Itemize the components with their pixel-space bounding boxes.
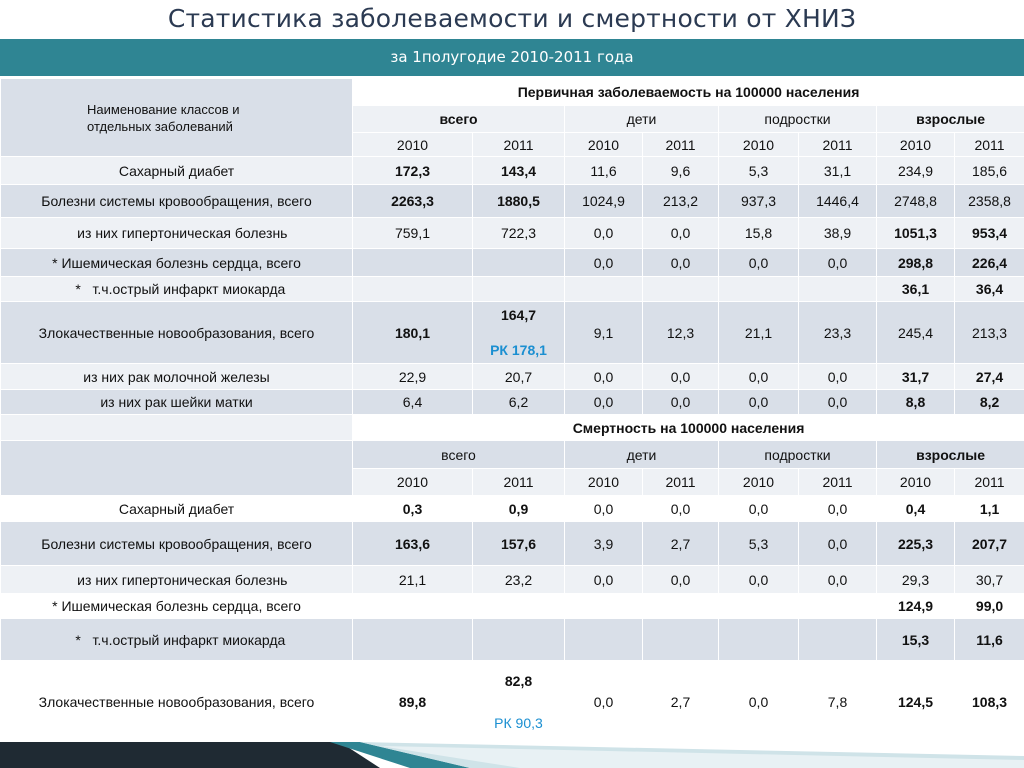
group-header-adults: взрослые [877, 106, 1024, 133]
value-cell: 759,1 [353, 218, 473, 249]
value-cell: 15,3 [877, 619, 955, 661]
value-cell: 9,1 [565, 302, 643, 364]
value-cell [473, 277, 565, 302]
value-cell: 0,0 [799, 566, 877, 594]
year-header: 2010 [877, 469, 955, 496]
value-cell: 124,9 [877, 594, 955, 619]
value-cell [473, 594, 565, 619]
value-cell-with-note [473, 302, 565, 364]
year-header: 2010 [565, 469, 643, 496]
value-cell: 7,8 [799, 661, 877, 743]
value-cell: 21,1 [719, 302, 799, 364]
spacer-cell [1, 441, 353, 496]
year-header: 2010 [877, 133, 955, 157]
year-header: 2010 [719, 133, 799, 157]
value-cell: 36,1 [877, 277, 955, 302]
value-cell: 2263,3 [353, 185, 473, 218]
value-cell: 0,0 [643, 496, 719, 522]
value-cell: 213,3 [955, 302, 1024, 364]
value-cell: 5,3 [719, 157, 799, 185]
year-header: 2011 [955, 469, 1024, 496]
value-cell [565, 594, 643, 619]
year-header: 2010 [353, 133, 473, 157]
group-header-children: дети [565, 106, 719, 133]
value-cell: 0,0 [719, 249, 799, 277]
decorative-footer-swoosh [0, 738, 1024, 768]
value-cell: 99,0 [955, 594, 1024, 619]
page-title: Статистика заболеваемости и смертности от ХНИЗ [167, 4, 857, 33]
value-cell [719, 594, 799, 619]
value-cell: 1,1 [955, 496, 1024, 522]
value-cell: 31,7 [877, 364, 955, 390]
value-cell: 27,4 [955, 364, 1024, 390]
year-header: 2011 [955, 133, 1024, 157]
value-cell: 0,0 [565, 661, 643, 743]
value-cell: 0,0 [719, 566, 799, 594]
value-cell: 0,0 [799, 390, 877, 415]
value-cell: 5,3 [719, 522, 799, 566]
value-cell: 207,7 [955, 522, 1024, 566]
mortality-section-title: Смертность на 100000 населения [353, 415, 1024, 441]
value-cell: 1051,3 [877, 218, 955, 249]
value-cell: 0,0 [643, 390, 719, 415]
row-label: Болезни системы кровообращения, всего [1, 185, 353, 218]
value-cell: 0,0 [565, 566, 643, 594]
row-label: * т.ч.острый инфаркт миокарда [1, 277, 353, 302]
row-label: * Ишемическая болезнь сердца, всего [1, 249, 353, 277]
group-header-teens: подростки [719, 106, 877, 133]
year-header: 2010 [565, 133, 643, 157]
year-header: 2011 [473, 469, 565, 496]
value-cell: 22,9 [353, 364, 473, 390]
value-cell: 0,0 [719, 390, 799, 415]
value-cell: 0,0 [565, 249, 643, 277]
value-cell [643, 594, 719, 619]
group-header-teens: подростки [719, 441, 877, 469]
value-cell: 29,3 [877, 566, 955, 594]
value-cell: 722,3 [473, 218, 565, 249]
value-cell: 2,7 [643, 522, 719, 566]
value-cell: 2358,8 [955, 185, 1024, 218]
value-cell: 0,0 [643, 364, 719, 390]
value-cell: 31,1 [799, 157, 877, 185]
value-cell: 0,0 [565, 364, 643, 390]
value-cell: 953,4 [955, 218, 1024, 249]
value-cell: 226,4 [955, 249, 1024, 277]
year-header: 2011 [643, 133, 719, 157]
value-cell: 23,3 [799, 302, 877, 364]
value-cell: 0,0 [719, 661, 799, 743]
group-header-children: дети [565, 441, 719, 469]
value-cell: 89,8 [353, 661, 473, 743]
value-cell: 937,3 [719, 185, 799, 218]
value-cell [719, 277, 799, 302]
row-label: из них гипертоническая болезнь [1, 218, 353, 249]
group-header-total: всего [353, 106, 565, 133]
value-cell: 213,2 [643, 185, 719, 218]
value-cell: 0,0 [799, 364, 877, 390]
value-cell: 0,0 [643, 566, 719, 594]
value-cell: 30,7 [955, 566, 1024, 594]
row-label: из них рак молочной железы [1, 364, 353, 390]
value-cell [799, 277, 877, 302]
value-cell: 0,0 [643, 249, 719, 277]
value-cell: 2748,8 [877, 185, 955, 218]
year-header: 2010 [719, 469, 799, 496]
value-cell: 0,0 [799, 522, 877, 566]
year-header: 2011 [799, 469, 877, 496]
value-cell: 9,6 [643, 157, 719, 185]
row-label: Злокачественные новообразования, всего [1, 661, 353, 743]
value-cell: 180,1 [353, 302, 473, 364]
value-cell: 11,6 [565, 157, 643, 185]
value-cell: 0,0 [799, 496, 877, 522]
period-banner: за 1полугодие 2010-2011 года [0, 39, 1024, 76]
value-cell: 172,3 [353, 157, 473, 185]
year-header: 2011 [473, 133, 565, 157]
row-label: Злокачественные новообразования, всего [1, 302, 353, 364]
group-header-total: всего [353, 441, 565, 469]
value-cell [799, 594, 877, 619]
value-cell: 0,0 [719, 496, 799, 522]
value-cell: 20,7 [473, 364, 565, 390]
value-cell: 0,0 [799, 249, 877, 277]
year-header: 2011 [799, 133, 877, 157]
value-cell-with-note [473, 661, 565, 743]
value-cell: 3,9 [565, 522, 643, 566]
row-label: из них гипертоническая болезнь [1, 566, 353, 594]
value-cell: 0,0 [565, 496, 643, 522]
value-cell: 8,8 [877, 390, 955, 415]
value-text: 164,7 [500, 307, 537, 323]
morbidity-section-title: Первичная заболеваемость на 100000 населения [353, 79, 1024, 106]
value-cell [565, 277, 643, 302]
value-cell [473, 249, 565, 277]
value-cell: 163,6 [353, 522, 473, 566]
value-cell: 6,2 [473, 390, 565, 415]
value-cell [353, 277, 473, 302]
value-cell [353, 619, 473, 661]
row-label: из них рак шейки матки [1, 390, 353, 415]
value-cell: 0,0 [565, 218, 643, 249]
value-cell [643, 277, 719, 302]
value-cell: 298,8 [877, 249, 955, 277]
value-cell: 0,0 [643, 218, 719, 249]
row-label: * Ишемическая болезнь сердца, всего [1, 594, 353, 619]
group-header-adults: взрослые [877, 441, 1024, 469]
value-cell: 0,3 [353, 496, 473, 522]
value-cell: 108,3 [955, 661, 1024, 743]
value-cell [799, 619, 877, 661]
value-cell [565, 619, 643, 661]
value-text: 82,8 [504, 672, 533, 689]
value-cell: 1880,5 [473, 185, 565, 218]
value-cell: 6,4 [353, 390, 473, 415]
value-cell: 0,9 [473, 496, 565, 522]
value-cell: 143,4 [473, 157, 565, 185]
value-cell: 0,0 [719, 364, 799, 390]
value-cell: 8,2 [955, 390, 1024, 415]
value-cell: 225,3 [877, 522, 955, 566]
value-cell: 23,2 [473, 566, 565, 594]
rk-note: РК 90,3 [494, 714, 543, 731]
value-cell [719, 619, 799, 661]
row-label: Болезни системы кровообращения, всего [1, 522, 353, 566]
value-cell: 12,3 [643, 302, 719, 364]
value-cell: 124,5 [877, 661, 955, 743]
spacer-cell [1, 415, 353, 441]
value-cell: 36,4 [955, 277, 1024, 302]
value-cell [353, 249, 473, 277]
row-label: Сахарный диабет [1, 157, 353, 185]
value-cell: 157,6 [473, 522, 565, 566]
rk-note: РК 178,1 [490, 342, 547, 358]
year-header: 2010 [353, 469, 473, 496]
value-cell: 11,6 [955, 619, 1024, 661]
value-cell: 185,6 [955, 157, 1024, 185]
value-cell: 38,9 [799, 218, 877, 249]
value-cell: 234,9 [877, 157, 955, 185]
statistics-table [0, 78, 1024, 743]
value-cell [473, 619, 565, 661]
row-label: Сахарный диабет [1, 496, 353, 522]
row-label: * т.ч.острый инфаркт миокарда [1, 619, 353, 661]
value-cell: 1446,4 [799, 185, 877, 218]
value-cell: 1024,9 [565, 185, 643, 218]
value-cell: 0,0 [565, 390, 643, 415]
value-cell: 21,1 [353, 566, 473, 594]
year-header: 2011 [643, 469, 719, 496]
value-cell: 2,7 [643, 661, 719, 743]
value-cell: 245,4 [877, 302, 955, 364]
value-cell: 0,4 [877, 496, 955, 522]
name-header: Наименование классов и отдельных заболеваний [1, 79, 353, 157]
value-cell: 15,8 [719, 218, 799, 249]
value-cell [643, 619, 719, 661]
value-cell [353, 594, 473, 619]
